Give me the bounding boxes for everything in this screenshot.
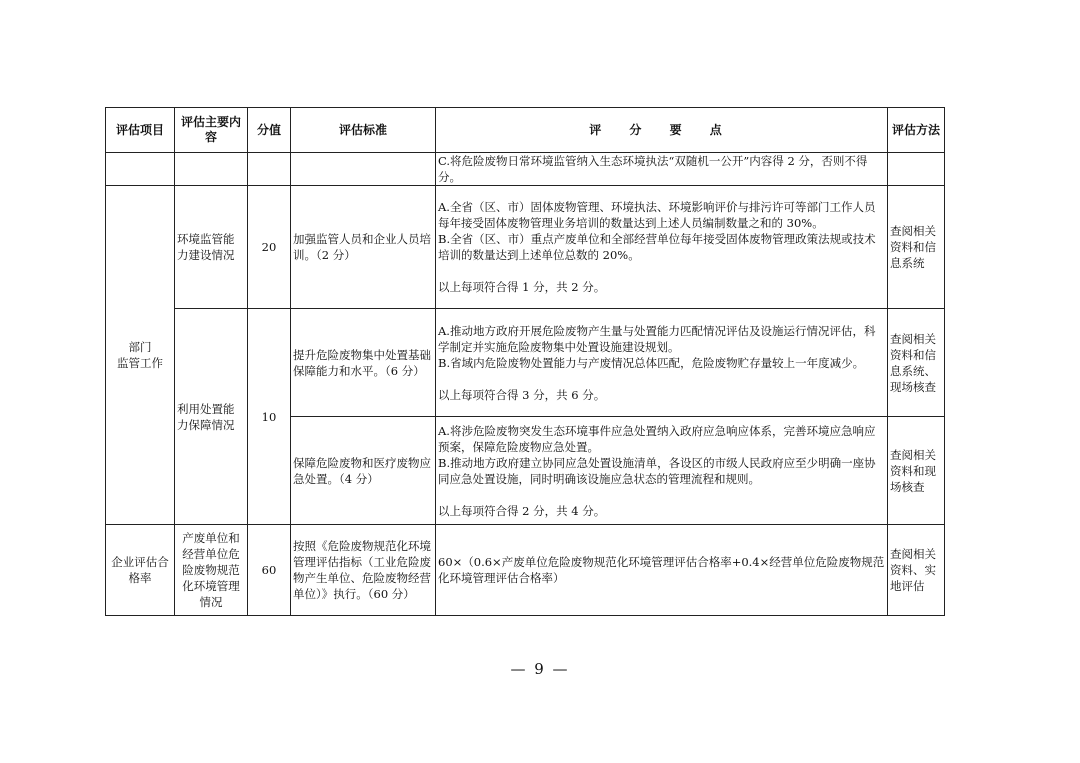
standard-cell: 保障危险废物和医疗废物应急处置。（4 分） (291, 417, 436, 525)
page-number: — 9 — (510, 660, 570, 678)
header-standard: 评估标准 (291, 108, 436, 153)
point-summary: 以上每项符合得 2 分，共 4 分。 (438, 503, 606, 518)
point-a: A.将涉危险废物突发生态环境事件应急处置纳入政府应急响应体系，完善环境应急响应预案，保障危险废物应急处置。 (438, 423, 876, 454)
method-cell: 查阅相关资料和信息系统、现场核查 (888, 309, 945, 417)
score-cell: 20 (248, 186, 291, 309)
content-cell: 产废单位和经营单位危险废物规范化环境管理情况 (175, 525, 248, 616)
point-summary: 以上每项符合得 3 分，共 6 分。 (438, 387, 606, 402)
item-cell: 企业评估合格率 (106, 525, 175, 616)
score-cell: 60 (248, 525, 291, 616)
points-cell (436, 309, 888, 417)
table-row (106, 309, 945, 417)
method-cell: 查阅相关资料和现场核查 (888, 417, 945, 525)
method-cell: 查阅相关资料和信息系统 (888, 186, 945, 309)
standard-cell: 提升危险废物集中处置基础保障能力和水平。（6 分） (291, 309, 436, 417)
points-cell: C.将危险废物日常环境监管纳入生态环境执法“双随机一公开”内容得 2 分，否则不得分。 (436, 153, 888, 186)
header-points: 评 分 要 点 (436, 108, 888, 153)
table-row (106, 525, 945, 616)
content-cell: 利用处置能力保障情况 (175, 309, 248, 525)
header-item: 评估项目 (106, 108, 175, 153)
method-cell: 查阅相关资料、实地评估 (888, 525, 945, 616)
point-b: B.全省（区、市）重点产废单位和全部经营单位每年接受固体废物管理政策法规或技术培训的数量达到上述单位总数的 20%。 (438, 232, 876, 262)
header-row (106, 108, 945, 153)
points-cell (436, 417, 888, 525)
header-score: 分值 (248, 108, 291, 153)
point-a: A.全省（区、市）固体废物管理、环境执法、环境影响评价与排污许可等部门工作人员每年接受固体废物管理业务培训的数量达到上述人员编制数量之和的 30%。 (438, 200, 876, 230)
header-content: 评估主要内容 (175, 108, 248, 153)
point-summary: 以上每项符合得 1 分，共 2 分。 (438, 280, 606, 294)
score-cell: 10 (248, 309, 291, 525)
standard-cell: 按照《危险废物规范化环境管理评估指标（工业危险废物产生单位、危险废物经营单位）》执行。（60 分） (291, 525, 436, 616)
point-b: B.推动地方政府建立协同应急处置设施清单，各设区的市级人民政府应至少明确一座协同应急处置设施，同时明确该设施应急状态的管理流程和规则。 (438, 455, 876, 486)
points-cell (436, 186, 888, 309)
point-a: A.推动地方政府开展危险废物产生量与处置能力匹配情况评估及设施运行情况评估，科学制定并实施危险废物集中处置设施建设规划。 (438, 323, 876, 354)
table-row (106, 186, 945, 309)
standard-cell: 加强监管人员和企业人员培训。（2 分） (291, 186, 436, 309)
point-b: B.省域内危险废物处置能力与产废情况总体匹配，危险废物贮存量较上一年度减少。 (438, 355, 865, 370)
table-row (106, 153, 945, 186)
evaluation-table (105, 107, 945, 616)
points-cell: 60×（0.6×产废单位危险废物规范化环境管理评估合格率+0.4×经营单位危险废物规范化环境管理评估合格率） (436, 525, 888, 616)
content-cell: 环境监管能力建设情况 (175, 186, 248, 309)
header-method: 评估方法 (888, 108, 945, 153)
item-cell: 部门 监管工作 (106, 186, 175, 525)
